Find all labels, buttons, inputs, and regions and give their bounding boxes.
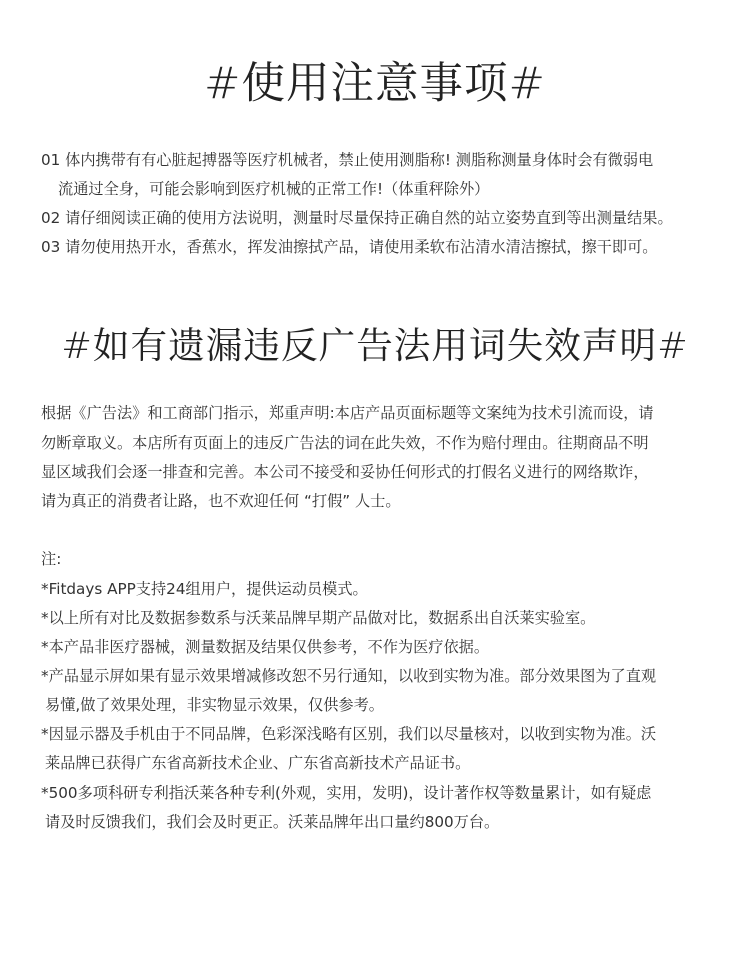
note-line: *产品显示屏如果有显示效果增减修改恕不另行通知，以收到实物为准。部分效果图为了直观 bbox=[41, 667, 657, 685]
note-line: *本产品非医疗器械，测量数据及结果仅供参考，不作为医疗依据。 bbox=[41, 638, 490, 656]
disclaimer-line: 显区域我们会逐一排查和完善。本公司不接受和妥协任何形式的打假名义进行的网络欺诈， bbox=[41, 463, 649, 481]
note-line: 请及时反馈我们，我们会及时更正。沃莱品牌年出口量约800万台。 bbox=[45, 813, 500, 831]
usage-notice-title: #使用注意事项# bbox=[203, 59, 547, 109]
note-line: *以上所有对比及数据参数系与沃莱品牌早期产品做对比，数据系出自沃莱实验室。 bbox=[41, 609, 596, 627]
usage-item-01: 01 体内携带有有心脏起搏器等医疗机械者，禁止使用测脂称! 测脂称测量身体时会有微弱电 bbox=[41, 151, 654, 169]
disclaimer-line: 请为真正的消费者让路，也不欢迎任何 “打假” 人士。 bbox=[41, 492, 401, 510]
note-line: *因显示器及手机由于不同品牌，色彩深浅略有区别，我们以尽量核对，以收到实物为准。沃 bbox=[41, 725, 657, 743]
usage-item-03: 03 请勿使用热开水，香蕉水，挥发油擦拭产品，请使用柔软布沾清水清洁擦拭，擦干即可。 bbox=[41, 238, 658, 256]
disclaimer-title: #如有遗漏违反广告法用词失效声明# bbox=[61, 324, 689, 367]
note-line: *Fitdays APP支持24组用户，提供运动员模式。 bbox=[41, 580, 368, 598]
notes-label: 注: bbox=[41, 550, 62, 568]
usage-item-02: 02 请仔细阅读正确的使用方法说明，测量时尽量保持正确自然的站立姿势直到等出测量结果。 bbox=[41, 209, 673, 227]
disclaimer-line: 勿断章取义。本店所有页面上的违反广告法的词在此失效，不作为赔付理由。往期商品不明 bbox=[41, 434, 649, 452]
usage-item-01-continued: 流通过全身，可能会影响到医疗机械的正常工作!（体重秤除外） bbox=[58, 180, 490, 198]
note-line: 易懂,做了效果处理，非实物显示效果，仅供参考。 bbox=[45, 696, 384, 714]
disclaimer-line: 根据《广告法》和工商部门指示，郑重声明:本店产品页面标题等文案纯为技术引流而设，请 bbox=[41, 404, 654, 422]
note-line: *500多项科研专利指沃莱各种专利(外观，实用，发明)，设计著作权等数量累计，如有疑虑 bbox=[41, 784, 652, 802]
note-line: 莱品牌已获得广东省高新技术企业、广东省高新技术产品证书。 bbox=[45, 754, 471, 772]
